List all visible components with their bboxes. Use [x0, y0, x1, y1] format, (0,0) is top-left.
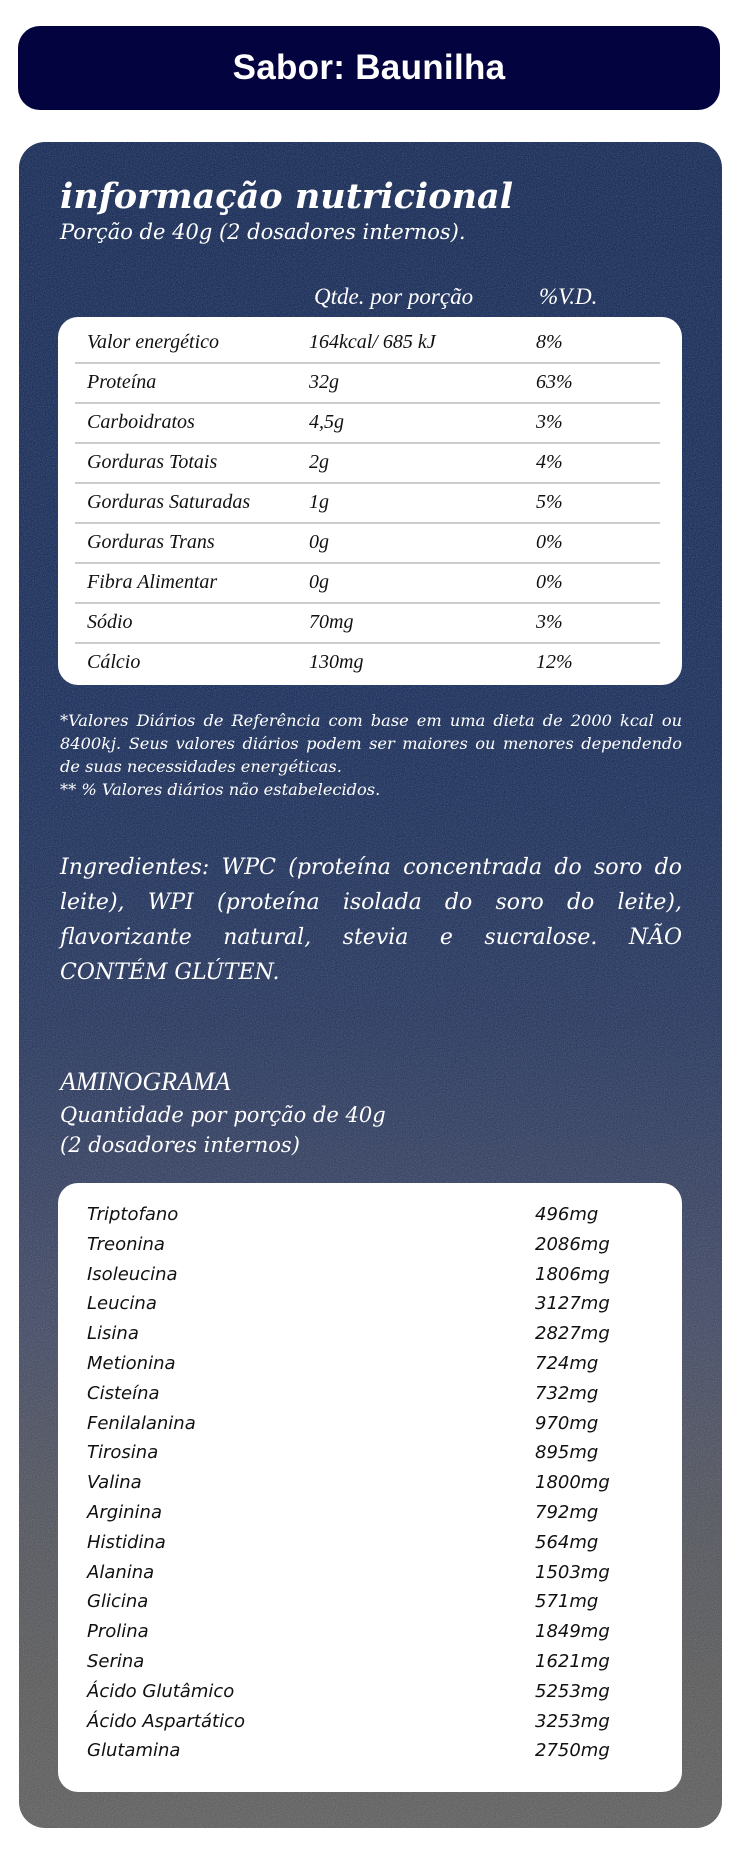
aminogram-subtitle-line1: Quantidade por porção de 40g [60, 1103, 386, 1127]
nutrient-qty: 130mg [309, 651, 364, 673]
nutrition-panel [19, 142, 722, 1828]
amino-name: Alanina [87, 1561, 155, 1583]
amino-name: Triptofano [87, 1204, 179, 1225]
nutrient-vd: 12% [536, 651, 573, 673]
nutrient-vd: 4% [536, 451, 563, 473]
nutrient-vd: 3% [536, 611, 563, 633]
amino-row [58, 1617, 682, 1647]
amino-value: 571mg [535, 1591, 599, 1613]
nutrient-vd: 63% [536, 371, 573, 393]
nutrition-row [75, 642, 660, 682]
aminogram-subtitle-line2: (2 dosadores internos) [60, 1133, 300, 1157]
amino-value: 1503mg [535, 1561, 610, 1583]
nutrient-name: Gorduras Totais [87, 451, 218, 473]
footnote-reference: *Valores Diários de Referência com base em uma dieta de 2000 kcal ou 8400kj. Seus valores diários podem ser maiores ou menores dependendo de suas necessidades energéticas. [60, 711, 682, 776]
ingredients [60, 850, 682, 990]
nutrient-name: Sódio [87, 611, 133, 633]
flavor-title: Sabor: Baunilha [232, 48, 506, 87]
amino-row [58, 1677, 682, 1707]
nutrition-row [75, 402, 660, 444]
amino-value: 2750mg [535, 1740, 610, 1762]
nutrient-name: Cálcio [87, 651, 141, 673]
nutrient-qty: 4,5g [309, 411, 344, 433]
nutrient-qty: 0g [309, 571, 329, 593]
amino-row [58, 1647, 682, 1677]
amino-row [58, 1260, 682, 1290]
aminogram-table [58, 1183, 682, 1792]
amino-name: Glicina [87, 1591, 149, 1613]
nutrient-qty: 0g [309, 531, 329, 553]
amino-value: 3127mg [535, 1293, 610, 1315]
nutrition-row [75, 602, 660, 644]
nutrient-name: Valor energético [87, 331, 220, 353]
amino-value: 2086mg [535, 1233, 610, 1255]
amino-value: 895mg [535, 1442, 599, 1464]
amino-row [58, 1558, 682, 1588]
amino-name: Arginina [87, 1502, 162, 1523]
nutrient-name: Gorduras Saturadas [87, 491, 251, 513]
amino-row [58, 1438, 682, 1468]
nutrient-name: Proteína [87, 371, 157, 393]
amino-value: 564mg [535, 1531, 599, 1553]
nutrient-qty: 164kcal/ 685 kJ [309, 331, 436, 353]
amino-row [58, 1289, 682, 1319]
amino-value: 732mg [535, 1382, 599, 1404]
amino-name: Lisina [87, 1323, 139, 1345]
amino-value: 970mg [535, 1412, 599, 1434]
nutrition-row [75, 362, 660, 404]
nutrient-vd: 0% [536, 531, 563, 553]
nutrient-qty: 70mg [309, 611, 354, 633]
footnote-not-established: ** % Valores diários não estabelecidos. [60, 780, 381, 799]
amino-name: Leucina [87, 1293, 157, 1315]
amino-row [58, 1707, 682, 1737]
nutrition-row [75, 442, 660, 484]
amino-row [58, 1528, 682, 1558]
nutrient-vd: 3% [536, 411, 563, 433]
amino-row [58, 1319, 682, 1349]
amino-name: Fenilalanina [87, 1412, 196, 1434]
serving-size: Porção de 40g (2 dosadores internos). [60, 220, 466, 244]
amino-value: 724mg [535, 1353, 599, 1374]
amino-name: Valina [87, 1472, 142, 1494]
amino-value: 496mg [535, 1204, 599, 1225]
nutrient-vd: 0% [536, 571, 563, 593]
amino-row [58, 1468, 682, 1498]
amino-name: Treonina [87, 1233, 165, 1255]
amino-value: 1806mg [535, 1263, 610, 1285]
ingredients-gluten: CONTÉM GLÚTEN. [60, 960, 280, 985]
amino-row [58, 1379, 682, 1409]
nutrition-row [75, 562, 660, 604]
nutrition-table [58, 317, 682, 685]
nutrition-row [75, 482, 660, 524]
nutrition-row [75, 522, 660, 564]
amino-row [58, 1200, 682, 1230]
flavor-header [18, 26, 720, 110]
amino-name: Cisteína [87, 1382, 160, 1404]
nutrient-name: Carboidratos [87, 411, 195, 433]
amino-row [58, 1349, 682, 1379]
nutrient-name: Gorduras Trans [87, 531, 215, 553]
amino-value: 5253mg [535, 1680, 610, 1702]
amino-name: Histidina [87, 1531, 166, 1553]
footnote [60, 709, 682, 801]
amino-value: 1849mg [535, 1621, 610, 1643]
amino-value: 2827mg [535, 1323, 610, 1345]
amino-name: Ácido Aspartático [87, 1710, 245, 1732]
nutrient-qty: 2g [309, 451, 329, 473]
column-header-vd: %V.D. [539, 284, 598, 309]
column-header-qty: Qtde. por porção [314, 284, 474, 309]
amino-value: 1621mg [535, 1651, 610, 1672]
nutrient-qty: 32g [309, 371, 339, 393]
ingredients-text: Ingredientes: WPC (proteína concentrada do soro do leite), WPI (proteína isolada do soro do leite), flavorizante natural, stevia e sucralose. NÃO [60, 855, 682, 950]
nutrition-row [75, 322, 660, 364]
amino-name: Metionina [87, 1353, 176, 1374]
amino-name: Glutamina [87, 1740, 181, 1762]
amino-value: 3253mg [535, 1710, 610, 1732]
amino-row [58, 1587, 682, 1617]
nutrient-name: Fibra Alimentar [87, 571, 218, 593]
amino-row [58, 1498, 682, 1528]
amino-name: Serina [87, 1651, 145, 1672]
amino-name: Prolina [87, 1621, 149, 1643]
nutrition-title: informação nutricional [60, 176, 513, 217]
amino-row [58, 1409, 682, 1439]
aminogram-subtitle [60, 1100, 386, 1160]
amino-name: Isoleucina [87, 1263, 178, 1285]
nutrient-vd: 8% [536, 331, 563, 353]
nutrient-qty: 1g [309, 491, 329, 513]
aminogram-title: AMINOGRAMA [60, 1067, 231, 1096]
amino-row [58, 1736, 682, 1766]
nutrient-vd: 5% [536, 491, 563, 513]
amino-name: Ácido Glutâmico [87, 1680, 235, 1702]
amino-value: 792mg [535, 1502, 599, 1523]
amino-name: Tirosina [87, 1442, 159, 1464]
amino-row [58, 1230, 682, 1260]
amino-value: 1800mg [535, 1472, 610, 1494]
